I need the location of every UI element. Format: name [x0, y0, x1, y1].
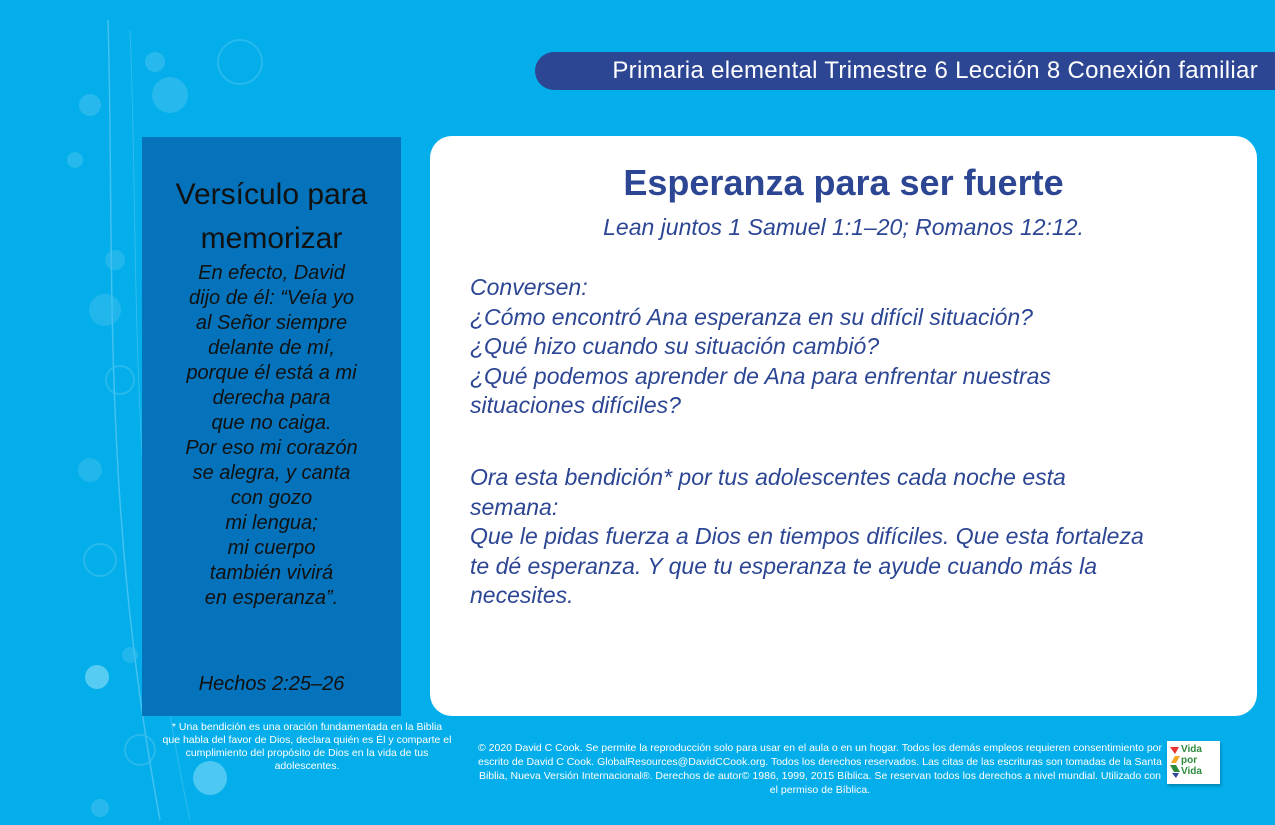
blessing-line: Ora esta bendición* por tus adolescentes cada noche esta — [470, 464, 1066, 490]
memory-verse-panel — [142, 137, 401, 716]
blessing-line: Que le pidas fuerza a Dios en tiempos difíciles. Que esta fortaleza — [470, 523, 1144, 549]
copyright-notice: © 2020 David C Cook. Se permite la reproducción solo para usar en el aula o en un hogar. Todos los demás empleos requieren consentimiento por escrito de David C Cook. GlobalResources@DavidCCook.org. Todos los derechos reservados. Las citas de las escrituras son tomadas de la Santa Biblia, Nueva Versión Internacional®. Derechos de autor© 1986, 1999, 2015 Bíblica. Se reservan todos los derechos a nivel mundial. Utilizado con el permiso de Bíblica. — [477, 742, 1163, 796]
memory-verse-title: Versículo para memorizar — [175, 178, 368, 255]
memory-verse-reference: Hechos 2:25–26 — [198, 673, 345, 695]
blessing-line: necesites. — [470, 582, 574, 608]
discussion-line: ¿Qué hizo cuando su situación cambió? — [470, 333, 880, 359]
blessing-text — [470, 463, 1240, 611]
discussion-line: situaciones difíciles? — [470, 392, 681, 418]
discussion-line: ¿Cómo encontró Ana esperanza en su difícil situación? — [470, 303, 1033, 330]
blessing-line: semana: — [470, 493, 559, 520]
vida-por-vida-logo — [1167, 741, 1220, 784]
blessing-footnote: * Una bendición es una oración fundamentada en la Biblia que habla del favor de Dios, declara quién es Él y comparte el cumplimiento del propósito de Dios en la vida de tus adolescentes. — [162, 721, 452, 772]
discussion-questions — [470, 273, 1240, 421]
discussion-line: Conversen: — [470, 274, 588, 300]
discussion-line: ¿Qué podemos aprender de Ana para enfrentar nuestras — [470, 362, 1051, 389]
blessing-line: te dé esperanza. Y que tu esperanza te ayude cuando más la — [470, 552, 1097, 579]
card-title: Esperanza para ser fuerte — [623, 162, 1064, 203]
card-scripture-reading: Lean juntos 1 Samuel 1:1–20; Romanos 12:12. — [603, 214, 1084, 240]
logo-mark-icon — [1170, 745, 1180, 779]
logo-text: Vida por Vida — [1181, 744, 1202, 777]
family-connection-card — [430, 136, 1257, 716]
memory-verse-text: En efecto, David dijo de él: “Veía yo al Señor siempre delante de mí, porque él está a mi derecha para que no caiga. Por eso mi corazón se alegra, y canta con gozo mi lengua; mi cuerpo también vivirá en esperanza”. — [185, 262, 358, 609]
lesson-header: Primaria elemental Trimestre 6 Lección 8 Conexión familiar — [535, 52, 1275, 90]
